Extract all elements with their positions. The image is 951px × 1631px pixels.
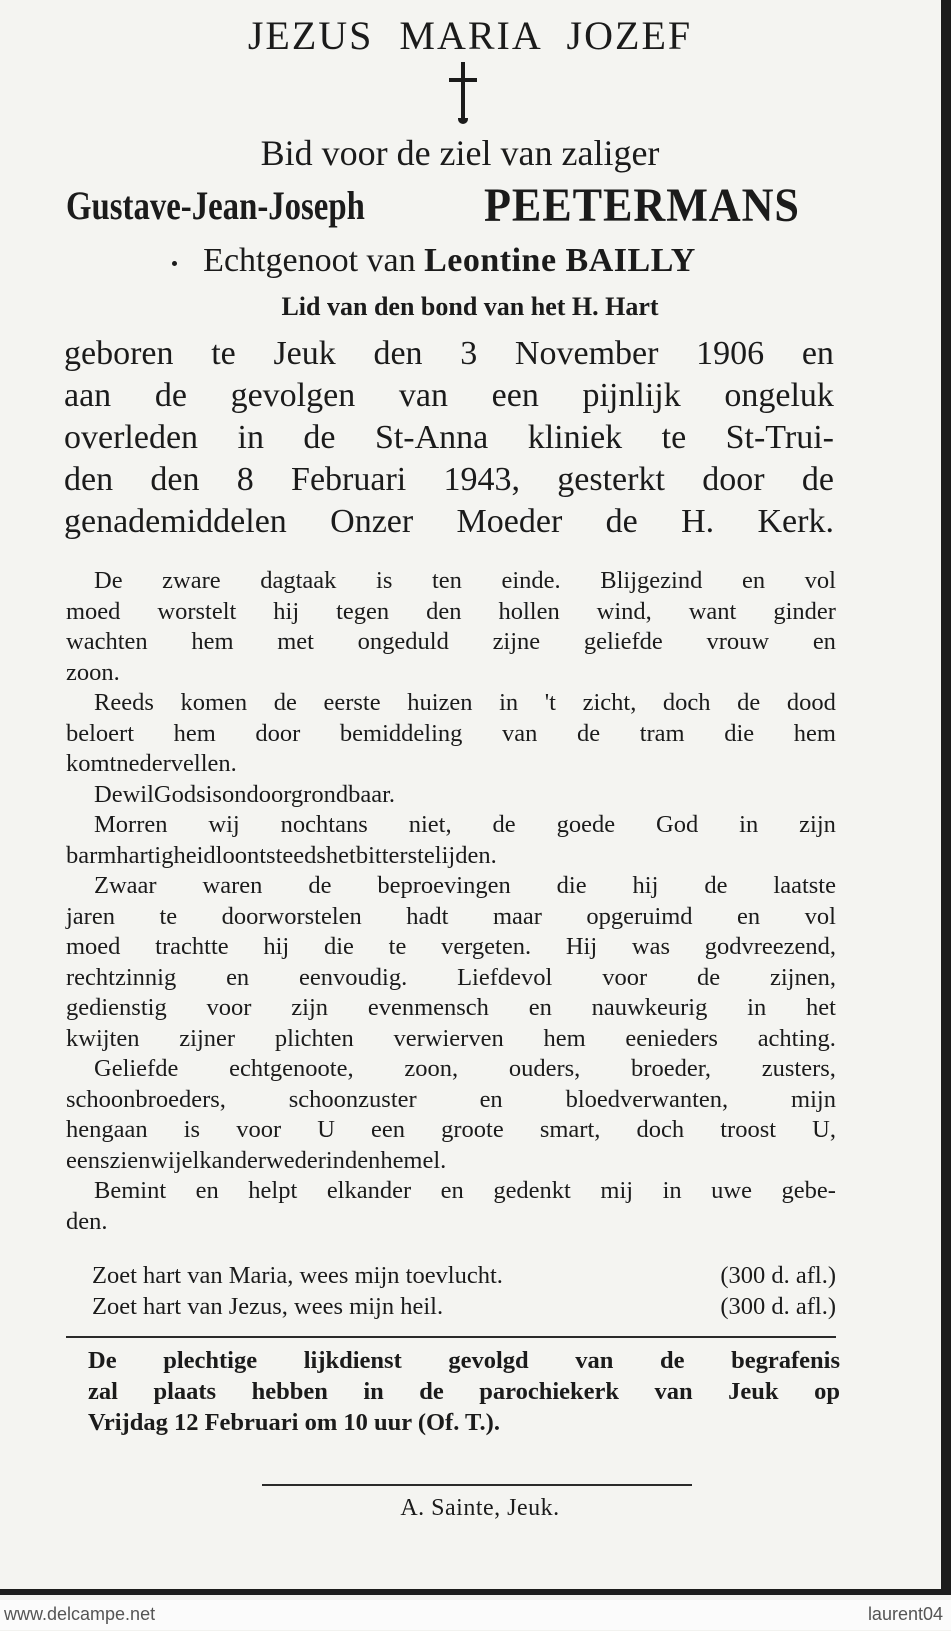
word: van xyxy=(398,377,448,414)
word: de xyxy=(576,719,601,747)
word: dood xyxy=(786,689,836,716)
word: De xyxy=(94,780,123,808)
seller-watermark: laurent04 xyxy=(867,1604,943,1624)
word: de xyxy=(696,963,721,991)
word: op xyxy=(814,1378,840,1405)
word: Februari xyxy=(291,461,407,498)
body-line xyxy=(66,1085,836,1116)
word: die xyxy=(724,719,755,747)
word: hemel. xyxy=(380,1146,447,1174)
word: niet, xyxy=(408,811,452,838)
body-line xyxy=(66,871,836,902)
word: tram xyxy=(639,719,685,747)
word: trachtte xyxy=(155,933,229,960)
spouse-prefix: Echtgenoot van xyxy=(203,242,416,279)
word: in xyxy=(325,1146,345,1174)
body-line xyxy=(66,1024,836,1055)
word: en xyxy=(737,902,761,930)
word: en xyxy=(528,994,552,1021)
word: verwierven xyxy=(393,1024,504,1052)
divider xyxy=(66,1336,836,1338)
word: Zwaar xyxy=(94,872,157,899)
word: Geliefde xyxy=(94,1055,179,1082)
word: in xyxy=(363,1378,384,1405)
word: die xyxy=(556,872,587,899)
word: troost xyxy=(720,1116,777,1143)
body-line xyxy=(66,902,836,933)
word: zijne xyxy=(492,628,541,655)
indulgence: (300 d. afl.) xyxy=(720,1262,836,1289)
word: nedervellen. xyxy=(116,750,237,777)
word: en xyxy=(812,628,836,655)
word: huizen xyxy=(407,689,473,716)
word: zijner xyxy=(179,1024,236,1052)
printer-credit: A. Sainte, Jeuk. xyxy=(400,1495,560,1521)
word: plechtige xyxy=(163,1347,258,1374)
word: het xyxy=(325,841,356,869)
word: vol xyxy=(804,902,836,930)
word: hem xyxy=(191,628,234,655)
word: hebben xyxy=(251,1378,328,1405)
word: en xyxy=(440,1177,464,1204)
word: eenieders xyxy=(625,1024,718,1052)
word: doorworstelen xyxy=(221,902,362,930)
body-text xyxy=(66,566,836,1237)
word: en xyxy=(801,335,834,372)
word: U xyxy=(317,1116,335,1143)
word: zware xyxy=(162,567,221,594)
word: een xyxy=(371,1116,406,1143)
word: begrafenis xyxy=(731,1347,840,1374)
word: zoon. xyxy=(66,658,120,686)
bio-line xyxy=(64,460,834,502)
word: gedienstig xyxy=(66,994,167,1021)
word: en xyxy=(195,1177,219,1204)
word: voor xyxy=(602,963,648,991)
word: H. xyxy=(681,503,715,540)
word: en xyxy=(226,963,250,991)
word: maar xyxy=(492,902,542,930)
word: door xyxy=(255,719,301,747)
word: van xyxy=(502,719,538,747)
word: uwe xyxy=(711,1177,752,1204)
word: Kerk. xyxy=(757,503,834,540)
word: barmhartigheid xyxy=(66,841,216,869)
word: het xyxy=(806,994,836,1021)
word: en xyxy=(479,1085,503,1113)
divider xyxy=(262,1484,692,1486)
word: elkander xyxy=(181,1146,267,1174)
word: de xyxy=(605,503,638,540)
word: beproevingen xyxy=(377,872,511,899)
word: in xyxy=(739,811,759,838)
word: waren xyxy=(202,872,263,899)
word: den. xyxy=(66,1207,108,1235)
word: Bemint xyxy=(94,1177,167,1204)
word: wij xyxy=(208,811,240,838)
word: komt xyxy=(66,750,117,777)
funeral-line xyxy=(88,1345,840,1376)
word: zien xyxy=(109,1146,151,1174)
word: rechtzinnig xyxy=(66,963,177,991)
word: de xyxy=(154,377,187,414)
word: mijn xyxy=(791,1085,836,1113)
body-line xyxy=(66,749,836,780)
word: ongeluk xyxy=(724,377,834,414)
word: zoon, xyxy=(404,1055,459,1082)
word: tegen xyxy=(336,597,390,625)
footer-watermark xyxy=(0,1600,951,1630)
word: zijnen, xyxy=(769,963,836,991)
word: weder xyxy=(266,1146,326,1174)
word: wil xyxy=(122,780,154,808)
word: de xyxy=(660,1347,685,1374)
word: bloedverwanten, xyxy=(565,1085,729,1113)
word: ondoorgrondbaar. xyxy=(221,780,396,808)
word: De xyxy=(88,1347,117,1374)
word: ongeduld xyxy=(357,628,449,655)
word: de xyxy=(419,1378,444,1405)
word: nauwkeurig xyxy=(591,994,708,1021)
word: de xyxy=(273,689,297,716)
word: beloert xyxy=(66,719,135,747)
word: gevolgd xyxy=(448,1347,529,1374)
word: de xyxy=(303,419,336,456)
word: 3 xyxy=(460,335,478,372)
body-line xyxy=(66,780,836,811)
word: goede xyxy=(556,811,616,838)
body-line xyxy=(66,658,836,689)
funeral-line xyxy=(88,1376,840,1407)
word: in xyxy=(662,1177,682,1204)
body-line xyxy=(66,1146,836,1177)
body-line xyxy=(66,841,836,872)
word: Liefdevol xyxy=(457,963,553,991)
prayer-text: Zoet hart van Maria, wees mijn toevlucht. xyxy=(92,1262,503,1289)
body-line xyxy=(66,932,836,963)
word: te xyxy=(159,902,178,930)
word: lijkdienst xyxy=(303,1347,402,1374)
word: eenvoudig. xyxy=(299,963,408,991)
word: is xyxy=(183,1116,201,1143)
bio-line xyxy=(64,502,834,544)
word: de xyxy=(801,461,834,498)
word: van xyxy=(654,1378,693,1405)
prayer-text: Zoet hart van Jezus, wees mijn heil. xyxy=(92,1293,444,1320)
word: vrouw xyxy=(706,628,770,655)
word: steeds xyxy=(266,841,326,869)
word: groote xyxy=(441,1116,504,1143)
membership-line: Lid van den bond van het H. Hart xyxy=(281,292,659,321)
word: plaats xyxy=(153,1378,217,1405)
bio-line xyxy=(64,376,834,418)
word: 't xyxy=(544,689,556,716)
word: smart, xyxy=(539,1116,601,1143)
word: pijnlijk xyxy=(582,377,681,414)
word: De xyxy=(94,567,123,594)
word: die xyxy=(323,933,354,960)
word: is xyxy=(205,780,222,808)
body-line xyxy=(66,1176,836,1207)
word: worstelt xyxy=(157,597,237,625)
word: den xyxy=(64,461,114,498)
prayer-line xyxy=(92,1262,836,1293)
funeral-line xyxy=(88,1407,840,1438)
body-line xyxy=(66,688,836,719)
biography xyxy=(64,334,834,544)
word: parochiekerk xyxy=(479,1378,620,1405)
word: ginder xyxy=(773,597,836,625)
word: St-Anna xyxy=(374,419,489,456)
word: genademiddelen xyxy=(64,503,287,540)
word: een xyxy=(491,377,539,414)
word: St-Trui- xyxy=(725,419,834,456)
word: Moeder xyxy=(456,503,563,540)
word: overleden xyxy=(64,419,199,456)
word: geliefde xyxy=(583,628,663,655)
indulgence: (300 d. afl.) xyxy=(720,1293,836,1320)
word: gedenkt xyxy=(493,1177,571,1204)
word: van xyxy=(575,1347,614,1374)
body-line xyxy=(66,627,836,658)
word: bemiddeling xyxy=(339,719,463,747)
word: doch xyxy=(636,1116,685,1143)
word: vergeten. xyxy=(441,933,532,960)
cross-icon xyxy=(448,62,478,124)
word: ouders, xyxy=(508,1055,581,1082)
word: 8 xyxy=(236,461,254,498)
word: Gods xyxy=(153,780,206,808)
word: Reeds xyxy=(94,689,154,716)
word: is xyxy=(376,567,393,594)
body-line xyxy=(66,1115,836,1146)
word: hollen xyxy=(498,597,560,625)
word: broeder, xyxy=(631,1055,712,1082)
word: plichten xyxy=(274,1024,354,1052)
word: moed xyxy=(66,933,121,960)
word: zijn xyxy=(291,994,329,1021)
prayers xyxy=(92,1262,836,1324)
word: geboren xyxy=(64,335,174,372)
word: kwijten xyxy=(66,1024,140,1052)
word: moed xyxy=(66,597,121,625)
word: hengaan xyxy=(66,1116,148,1143)
word: echtgenoote, xyxy=(229,1055,354,1082)
word: te xyxy=(388,933,407,960)
word: U, xyxy=(812,1116,836,1143)
body-line xyxy=(66,810,836,841)
word: want xyxy=(688,597,737,625)
word: Morren xyxy=(94,811,168,838)
word: den xyxy=(426,597,462,625)
word: schoonzuster xyxy=(288,1085,417,1113)
word: den xyxy=(150,461,200,498)
word: Onzer xyxy=(330,503,414,540)
word: gevolgen xyxy=(230,377,356,414)
word: den xyxy=(344,1146,381,1174)
word: te xyxy=(661,419,687,456)
word: ten xyxy=(431,567,462,594)
word: mij xyxy=(600,1177,634,1204)
word: doch xyxy=(662,689,711,716)
word: kliniek xyxy=(527,419,623,456)
source-watermark: www.delcampe.net xyxy=(4,1604,156,1624)
word: godvreezend, xyxy=(704,933,836,960)
word: hij xyxy=(632,872,659,899)
body-line xyxy=(66,1054,836,1085)
word: en xyxy=(741,567,766,594)
bio-line xyxy=(64,418,834,460)
word: hij xyxy=(273,597,300,625)
word: God xyxy=(656,811,699,838)
card-header: JEZUS MARIA JOZEF xyxy=(247,13,693,58)
body-line xyxy=(66,1207,836,1238)
word: gesterkt xyxy=(557,461,665,498)
word: loont xyxy=(215,841,267,869)
word: November xyxy=(514,335,659,372)
word: wij xyxy=(150,1146,182,1174)
word: eens xyxy=(66,1146,110,1174)
dot-icon xyxy=(172,261,177,266)
body-line xyxy=(66,719,836,750)
word: hadt xyxy=(406,902,449,930)
word: Vrijdag 12 Februari om 10 uur (Of. T.). xyxy=(88,1409,500,1436)
body-line xyxy=(66,963,836,994)
word: de xyxy=(308,872,332,899)
word: wachten xyxy=(66,628,148,655)
word: eerste xyxy=(323,689,381,716)
word: opgeruimd xyxy=(586,902,693,930)
pray-line: Bid voor de ziel van zaliger xyxy=(260,133,660,173)
word: nochtans xyxy=(280,811,368,838)
word: jaren xyxy=(66,902,115,930)
word: de xyxy=(737,689,761,716)
word: 1943, xyxy=(443,461,520,498)
word: dagtaak xyxy=(260,567,337,594)
word: voor xyxy=(206,994,252,1021)
word: einde. xyxy=(501,567,561,594)
word: was xyxy=(631,933,670,960)
bio-line xyxy=(64,334,834,376)
body-line xyxy=(66,993,836,1024)
funeral-notice xyxy=(88,1345,840,1438)
word: hem xyxy=(173,719,216,747)
word: wind, xyxy=(596,597,652,625)
word: Hij xyxy=(565,933,598,960)
word: te xyxy=(211,335,236,372)
word: de xyxy=(492,811,516,838)
word: helpt xyxy=(248,1177,298,1204)
word: met xyxy=(277,628,314,655)
word: lijden. xyxy=(434,841,497,869)
word: hem xyxy=(793,719,836,747)
word: vol xyxy=(804,567,836,594)
word: voor xyxy=(236,1116,282,1143)
word: evenmensch xyxy=(367,994,489,1021)
word: achting. xyxy=(757,1024,836,1052)
word: bitterste xyxy=(355,841,435,869)
word: in xyxy=(499,689,519,716)
prayer-line xyxy=(92,1293,836,1324)
word: zal xyxy=(88,1378,118,1405)
word: den xyxy=(373,335,423,372)
word: Jeuk xyxy=(728,1378,779,1405)
word: gebe- xyxy=(781,1177,836,1204)
word: in xyxy=(237,419,264,456)
word: hij xyxy=(263,933,290,960)
word: 1906 xyxy=(696,335,765,372)
word: elkander xyxy=(326,1177,412,1204)
word: zijn xyxy=(799,811,836,838)
deceased-given-names: Gustave-Jean-Joseph xyxy=(66,183,365,228)
word: hem xyxy=(543,1024,586,1052)
deceased-family-name: PEETERMANS xyxy=(484,179,800,232)
spouse-line xyxy=(84,242,784,280)
word: schoonbroeders, xyxy=(66,1085,226,1113)
spouse-name: Leontine BAILLY xyxy=(424,242,696,279)
word: zicht, xyxy=(582,689,637,716)
body-line xyxy=(66,566,836,597)
word: komen xyxy=(180,689,248,716)
word: de xyxy=(704,872,728,899)
word: aan xyxy=(64,377,112,414)
word: Blijgezind xyxy=(600,567,703,594)
body-line xyxy=(66,597,836,628)
word: Jeuk xyxy=(273,335,336,372)
word: in xyxy=(747,994,767,1021)
word: door xyxy=(702,461,765,498)
word: zusters, xyxy=(761,1055,836,1082)
word: laatste xyxy=(773,872,836,899)
